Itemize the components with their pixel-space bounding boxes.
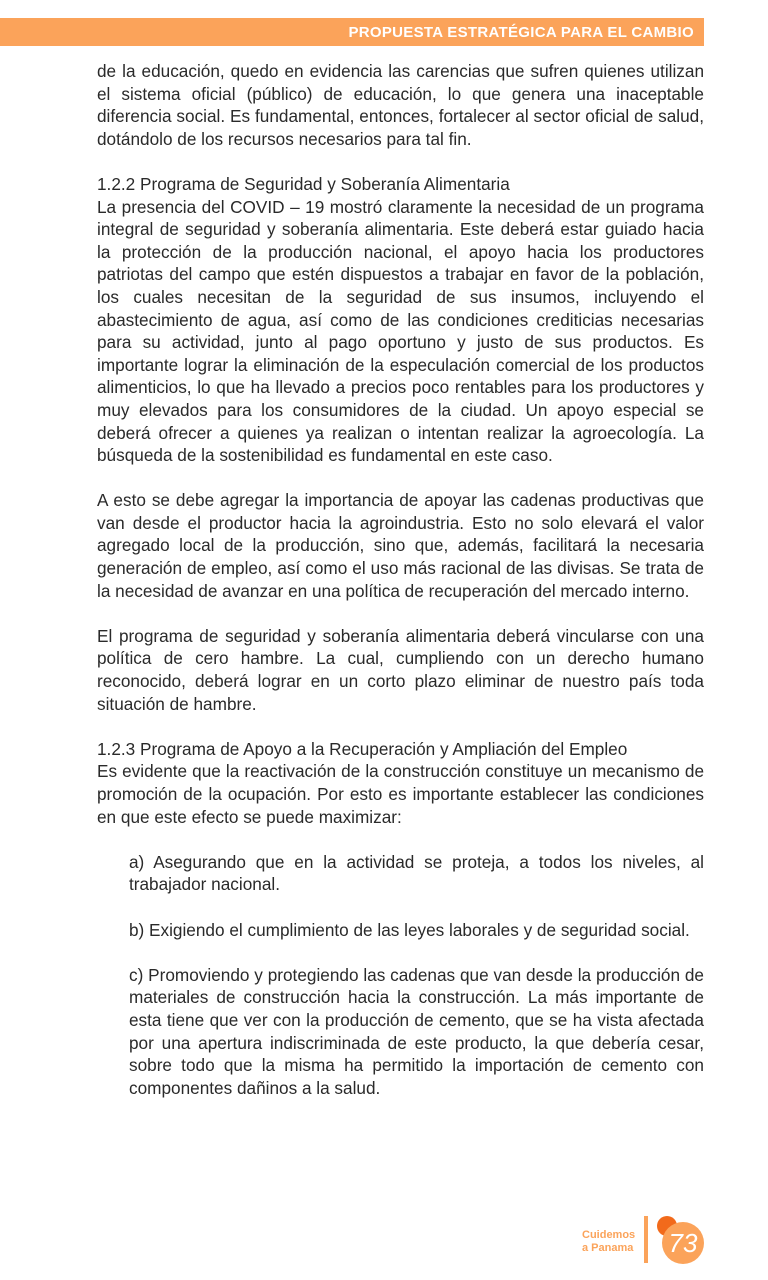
document-body bbox=[97, 60, 704, 1122]
paragraph: de la educación, quedo en evidencia las carencias que sufren quienes utilizan el sistema oficial (público) de educación, lo que genera una inaceptable diferencia social. Es fundamental, entonces, fortalecer al sector oficial de salud, dotándolo de los recursos necesarios para tal fin. bbox=[97, 61, 704, 149]
brand-line-1: Cuidemos bbox=[582, 1229, 636, 1241]
paragraph: Es evidente que la reactivación de la construcción constituye un mecanismo de promoción de la ocupación. Por esto es importante establecer las condiciones en que este efecto se puede maximizar: bbox=[97, 761, 704, 827]
header-title: PROPUESTA ESTRATÉGICA PARA EL CAMBIO bbox=[348, 24, 694, 41]
list-item: c) Promoviendo y protegiendo las cadenas que van desde la producción de materiales de construcción hacia la construcción. La más importante de esta tiene que ver con la producción de cemento, que se ha vista afectada por una apertura indiscriminada de este producto, la que debería cesar, sobre todo que la misma ha permitido la importación de cemento con componentes dañinos a la salud. bbox=[129, 964, 704, 1098]
list-item: a) Asegurando que en la actividad se proteja, a todos los niveles, al trabajador nacional. bbox=[129, 851, 704, 895]
section-heading-1-2-3: 1.2.3 Programa de Apoyo a la Recuperación y Ampliación del Empleo bbox=[97, 738, 628, 759]
page-number: 73 bbox=[662, 1222, 704, 1264]
section-heading-1-2-2: 1.2.2 Programa de Seguridad y Soberanía Alimentaria bbox=[97, 173, 510, 194]
brand-line-2: a Panama bbox=[582, 1242, 634, 1254]
footer-divider bbox=[644, 1216, 648, 1263]
header-bar bbox=[0, 18, 704, 46]
paragraph: A esto se debe agregar la importancia de apoyar las cadenas productivas que van desde el productor hacia la agroindustria. Esto no solo elevará el valor agregado local de la producción, sino que, además, facilitará la necesaria generación de empleo, así como el uso más racional de las divisas. Se trata de la necesidad de avanzar en una política de recuperación del mercado interno. bbox=[97, 490, 704, 601]
footer-brand bbox=[582, 1229, 635, 1255]
paragraph: El programa de seguridad y soberanía alimentaria deberá vincularse con una política de cero hambre. La cual, cumpliendo con un derecho humano reconocido, deberá lograr en un corto plazo eliminar de nuestro país toda situación de hambre. bbox=[97, 625, 704, 714]
list-item: b) Exigiendo el cumplimiento de las leyes laborales y de seguridad social. bbox=[129, 919, 690, 940]
paragraph: La presencia del COVID – 19 mostró claramente la necesidad de un programa integral de seguridad y soberanía alimentaria. Este deberá estar guiado hacia la protección de la producción nacional, el apoyo hacia los productores patriotas del campo que estén dispuestos a trabajar en favor de la población, los cuales necesitan de la seguridad de sus insumos, incluyendo el abastecimiento de agua, así como de las condiciones crediticias necesarias para su actividad, junto al pago oportuno y justo de sus productos. Es importante lograr la eliminación de la especulación comercial de los productos alimenticios, lo que ha llevado a precios poco rentables para los productores y muy elevados para los consumidores de la ciudad. Un apoyo especial se deberá ofrecer a quienes ya realizan o intentan realizar la agroecología. La búsqueda de la sostenibilidad es fundamental en este caso. bbox=[97, 196, 704, 466]
